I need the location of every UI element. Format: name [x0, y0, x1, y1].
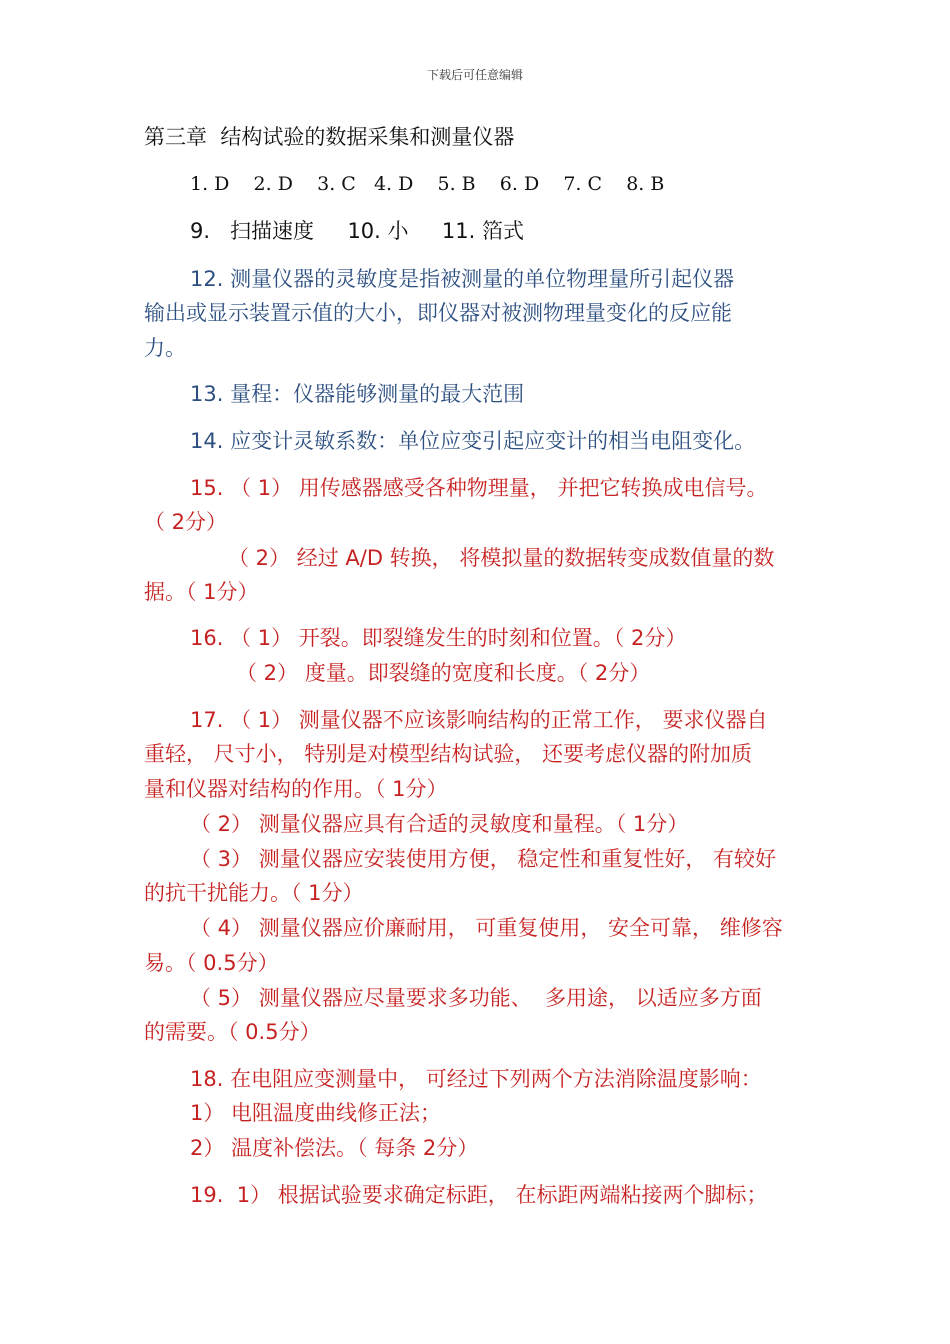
q17-line-9: （ 5） 测量仪器应尽量要求多功能、 多用途， 以适应多方面	[190, 986, 762, 1010]
q15-line-4: 据。（ 1分）	[144, 580, 259, 604]
q12-line-1: 12. 测量仪器的灵敏度是指被测量的单位物理量所引起仪器	[190, 267, 735, 291]
answers-line-2: 9. 扫描速度 10. 小 11. 箔式	[190, 219, 524, 243]
q14-line: 14. 应变计灵敏系数：单位应变引起应变计的相当电阻变化。	[190, 429, 756, 453]
q17-line-2: 重轻， 尺寸小， 特别是对模型结构试验， 还要考虑仪器的附加质	[144, 742, 753, 766]
q15-line-3: （ 2） 经过 A/D 转换， 将模拟量的数据转变成数值量的数	[228, 546, 775, 570]
q18-line-1: 18. 在电阻应变测量中， 可经过下列两个方法消除温度影响：	[190, 1067, 762, 1091]
q19-line-1: 19. 1） 根据试验要求确定标距， 在标距两端粘接两个脚标；	[190, 1183, 768, 1207]
q16-line-2: （ 2） 度量。即裂缝的宽度和长度。（ 2分）	[236, 661, 651, 685]
q18-line-2: 1） 电阻温度曲线修正法；	[190, 1101, 442, 1125]
q17-line-5: （ 3） 测量仪器应安装使用方便， 稳定性和重复性好， 有较好	[190, 847, 777, 871]
q17-line-7: （ 4） 测量仪器应价廉耐用， 可重复使用， 安全可靠， 维修容	[190, 916, 783, 940]
q17-line-4: （ 2） 测量仪器应具有合适的灵敏度和量程。（ 1分）	[190, 812, 689, 836]
page-header: 下载后可任意编辑	[426, 68, 523, 82]
q13-line: 13. 量程：仪器能够测量的最大范围	[190, 382, 525, 406]
q17-line-6: 的抗干扰能力。（ 1分）	[144, 881, 364, 905]
q12-line-2: 输出或显示装置示值的大小，即仪器对被测物理量变化的反应能	[144, 301, 732, 325]
q17-line-8: 易。（ 0.5分）	[144, 951, 279, 975]
q16-line-1: 16. （ 1） 开裂。即裂缝发生的时刻和位置。（ 2分）	[190, 626, 687, 650]
q15-line-1: 15. （ 1） 用传感器感受各种物理量， 并把它转换成电信号。	[190, 476, 768, 500]
answers-line-1: 1. D 2. D 3. C 4. D 5. B 6. D 7. C 8. B	[190, 173, 665, 195]
q12-line-3: 力。	[144, 336, 186, 360]
q17-line-3: 量和仪器对结构的作用。（ 1分）	[144, 777, 448, 801]
chapter-title: 第三章 结构试验的数据采集和测量仪器	[144, 125, 515, 149]
q17-line-1: 17. （ 1） 测量仪器不应该影响结构的正常工作， 要求仪器自	[190, 708, 768, 732]
q18-line-3: 2） 温度补偿法。（ 每条 2分）	[190, 1136, 479, 1160]
q15-line-2: （ 2分）	[144, 510, 228, 534]
q17-line-10: 的需要。（ 0.5分）	[144, 1020, 321, 1044]
